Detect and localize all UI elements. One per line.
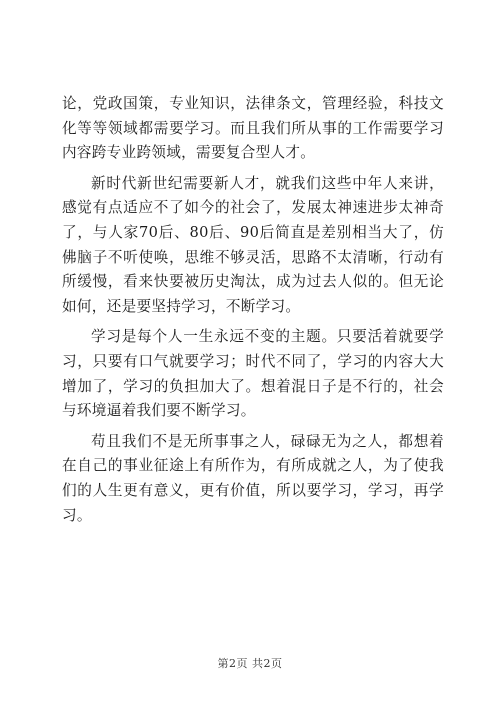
paragraph-lifelong-learning: 学习是每个人一生永远不变的主题。只要活着就要学习，只要有口气就要学习；时代不同了，学习的内容大大增加了，学习的负担加大了。想着混日子是不行的，社会与环境逼着我们要不断学习。 [62,328,444,420]
page-number-footer: 第2页 共2页 [217,657,283,670]
document-body [62,92,444,528]
paragraph-new-era: 新时代新世纪需要新人才，就我们这些中年人来讲，感觉有点适应不了如今的社会了，发展太神速进步太神奇了，与人家70后、80后、90后简直是差别相当大了，仿佛脑子不听使唤，思维不够灵活，思路不太清晰，行动有所缓慢，看来快要被历史淘汰，成为过去人似的。但无论如何，还是要坚持学习，不断学习。 [62,174,444,315]
paragraph-continued: 论，党政国策，专业知识，法律条文，管理经验，科技文化等等领域都需要学习。而且我们所从事的工作需要学习内容跨专业跨领域，需要复合型人才。 [62,95,444,162]
paragraph-conclusion: 苟且我们不是无所事事之人，碌碌无为之人，都想着在自己的事业征途上有所作为，有所成就之人，为了使我们的人生更有意义，更有价值，所以要学习，学习，再学习。 [62,432,444,524]
